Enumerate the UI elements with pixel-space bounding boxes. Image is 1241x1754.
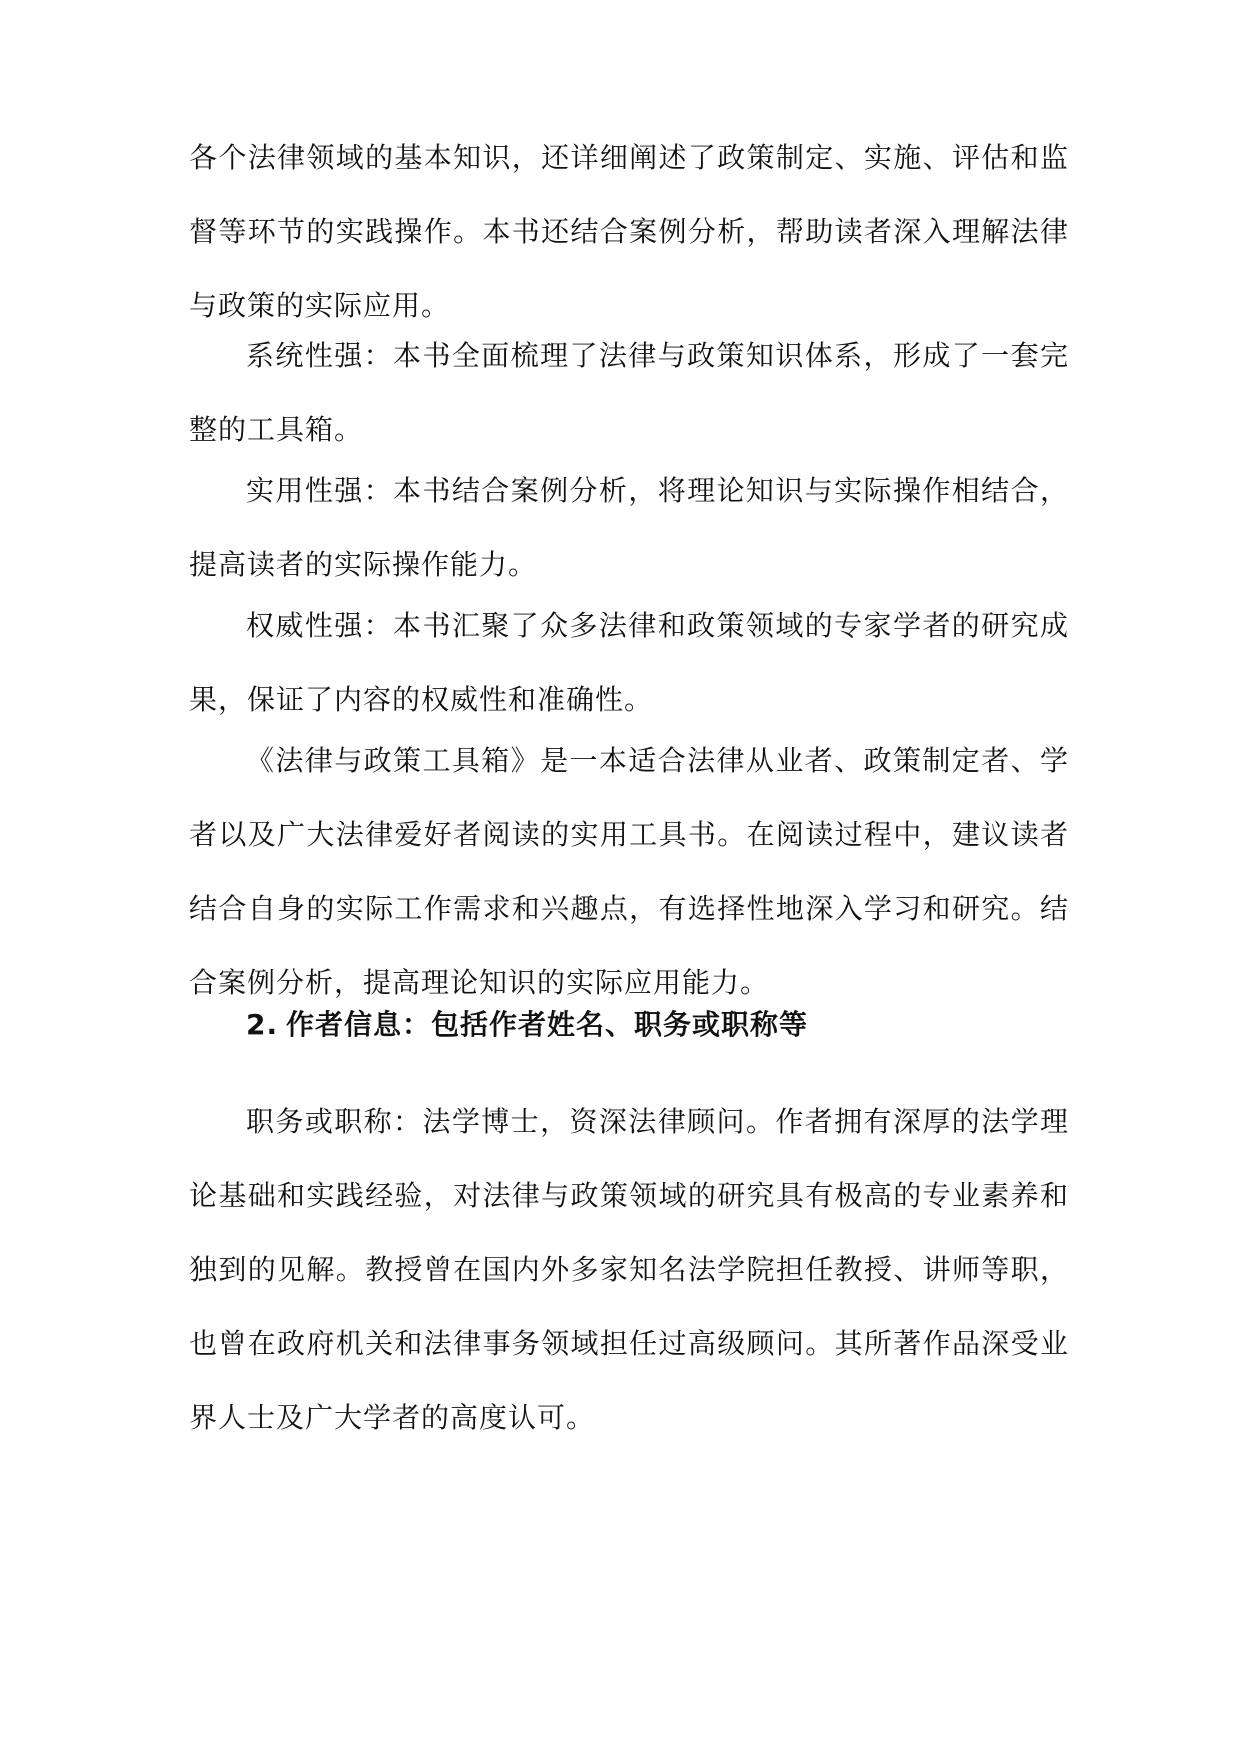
paragraph-authoritative: 权威性强：本书汇聚了众多法律和政策领域的专家学者的研究成果，保证了内容的权威性和准确性。 — [189, 609, 1069, 716]
paragraph-book-content-continued: 各个法律领域的基本知识，还详细阐述了政策制定、实施、评估和监督等环节的实践操作。本书还结合案例分析，帮助读者深入理解法律与政策的实际应用。 — [189, 141, 1069, 322]
section-number: 2. — [246, 1008, 279, 1041]
paragraph-systematic: 系统性强：本书全面梳理了法律与政策知识体系，形成了一套完整的工具箱。 — [189, 339, 1069, 446]
paragraph-summary: 《法律与政策工具箱》是一本适合法律从业者、政策制定者、学者以及广大法律爱好者阅读的实用工具书。在阅读过程中，建议读者结合自身的实际工作需求和兴趣点，有选择性地深入学习和研究。结合案例分析，提高理论知识的实际应用能力。 — [189, 744, 1069, 999]
section-heading-text: 作者信息：包括作者姓名、职务或职称等 — [286, 1008, 809, 1041]
paragraph-author-title: 职务或职称：法学博士，资深法律顾问。作者拥有深厚的法学理论基础和实践经验，对法律与政策领域的研究具有极高的专业素养和独到的见解。教授曾在国内外多家知名法学院担任教授、讲师等职，也曾在政府机关和法律事务领域担任过高级顾问。其所著作品深受业界人士及广大学者的高度认可。 — [189, 1105, 1069, 1434]
paragraph-practical: 实用性强：本书结合案例分析，将理论知识与实际操作相结合，提高读者的实际操作能力。 — [189, 474, 1069, 581]
section-heading-author-info — [246, 1005, 1066, 1045]
